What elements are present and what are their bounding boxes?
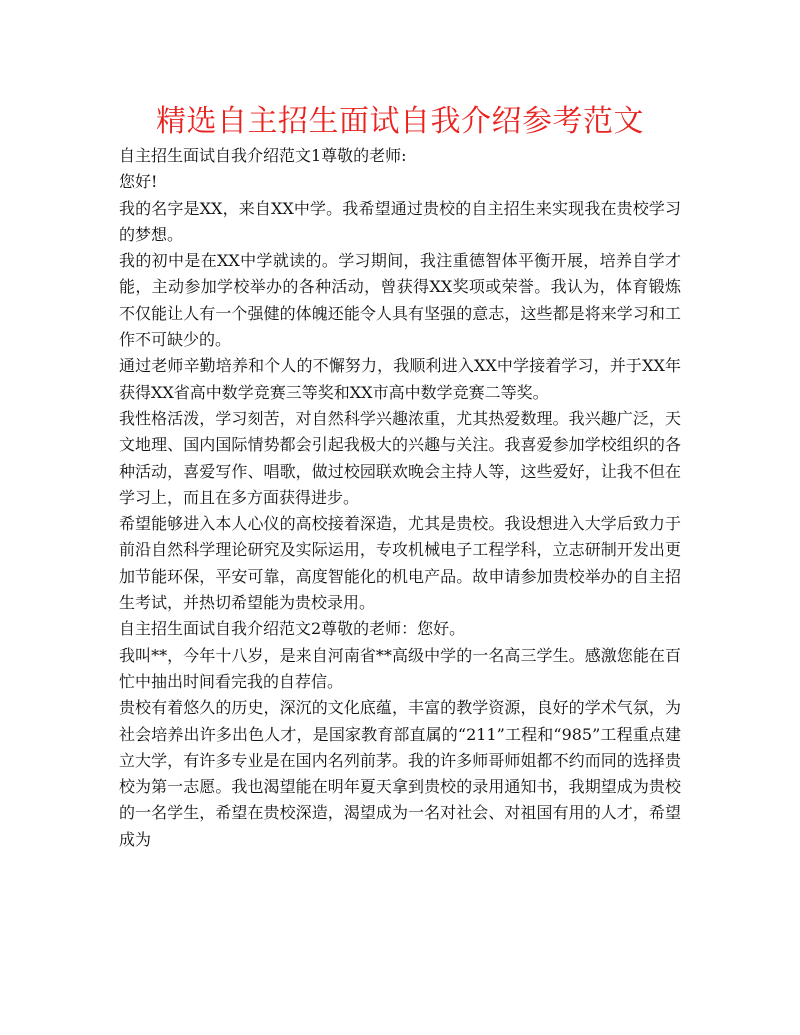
page-title: 精选自主招生面试自我介绍参考范文 (156, 104, 644, 139)
paragraph-awards: 通过老师辛勤培养和个人的不懈努力，我顺利进入XX中学接着学习，并于XX年获得XX省高中数学竞赛三等奖和XX市高中数学竞赛二等奖。 (119, 356, 681, 402)
paragraph-greeting: 您好! (119, 172, 158, 192)
paragraph-junior-school: 我的初中是在XX中学就读的。学习期间，我注重德智体平衡开展，培养自学才能，主动参加学校举办的各种活动，曾获得XX奖项或荣誉。我认为，体育锻炼不仅能让人有一个强健的体魄还能令人具有坚强的意志，这些都是将来学习和工作不可缺少的。 (119, 251, 681, 350)
document-body (119, 143, 681, 853)
paragraph-salutation-1: 自主招生面试自我介绍范文1尊敬的老师: (119, 146, 407, 165)
paragraph-self-intro-2: 我叫**，今年十八岁，是来自河南省**高级中学的一名高三学生。感激您能在百忙中抽出时间看完我的自荐信。 (119, 645, 681, 691)
paragraph-aspiration: 希望能够进入本人心仪的高校接着深造，尤其是贵校。我设想进入大学后致力于前沿自然科学理论研究及实际运用，专攻机械电子工程学科，立志研制开发出更加节能环保，平安可靠，高度智能化的机电产品。故申请参加贵校举办的自主招生考试，并热切希望能为贵校录用。 (119, 514, 681, 613)
paragraph-salutation-2: 自主招生面试自我介绍范文2尊敬的老师：您好。 (119, 619, 466, 639)
paragraph-personality: 我性格活泼，学习刻苦，对自然科学兴趣浓重，尤其热爱数理。我兴趣广泛，天文地理、国内国际情势都会引起我极大的兴趣与关注。我喜爱参加学校组织的各种活动，喜爱写作、唱歌，做过校园联欢晚会主持人等，这些爱好，让我不但在学习上，而且在多方面获得进步。 (119, 408, 681, 507)
paragraph-introduction: 我的名字是XX，来自XX中学。我希望通过贵校的自主招生来实现我在贵校学习的梦想。 (119, 198, 681, 244)
paragraph-school-praise: 贵校有着悠久的历史，深沉的文化底蕴，丰富的教学资源，良好的学术气氛，为社会培养出许多出色人才，是国家教育部直属的“211”工程和“985”工程重点建立大学，有许多专业是在国内名列前茅。我的许多师哥师姐都不约而同的选择贵校为第一志愿。我也渴望能在明年夏天拿到贵校的录用通知书，我期望成为贵校的一名学生，希望在贵校深造，渴望成为一名对社会、对祖国有用的人才，希望成为 (119, 698, 681, 849)
